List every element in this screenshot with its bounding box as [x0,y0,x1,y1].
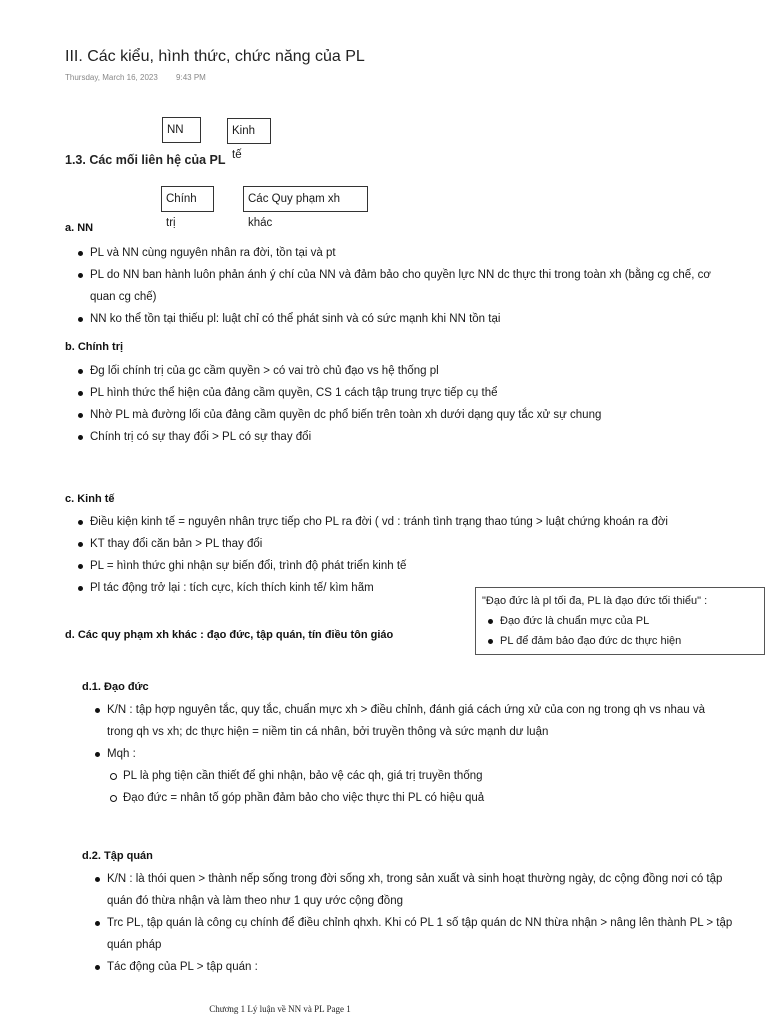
box-quy-pham: Các Quy phạm xh khác [243,186,368,212]
section-a-list [65,242,725,330]
quote-title: "Đạo đức là pl tối đa, PL là đạo đức tối thiểu" : [482,595,708,607]
quote-item: PL để đảm bảo đạo đức dc thực hiện [482,631,758,651]
page-timestamp [65,73,206,82]
section-d1 [82,681,732,809]
section-d1-heading: d.1. Đạo đức [82,681,149,693]
section-c-heading: c. Kinh tế [65,493,115,505]
section-b-heading: b. Chính trị [65,341,124,353]
list-item: Trc PL, tập quán là công cụ chính để điều chỉnh qhxh. Khi có PL 1 số tập quán dc NN thừa nhận > nâng lên thành PL > tập quán pháp [82,912,738,956]
list-item: PL và NN cùng nguyên nhân ra đời, tồn tại và pt [65,242,725,264]
heading-1-3: 1.3. Các mối liên hệ của PL [65,153,226,167]
section-b [65,341,725,448]
sub-list-item: PL là phg tiện cần thiết để ghi nhận, bảo vệ các qh, giá trị truyền thống [82,765,732,787]
section-d1-list [82,699,732,809]
list-item: PL hình thức thể hiện của đảng cầm quyền, CS 1 cách tập trung trực tiếp cụ thể [65,382,725,404]
section-b-list [65,360,725,448]
quote-item: Đạo đức là chuẩn mực của PL [482,611,758,631]
box-nn: NN [162,117,201,143]
list-item: KT thay đổi căn bản > PL thay đổi [65,533,745,555]
page-date: Thursday, March 16, 2023 [65,73,158,82]
section-c-list [65,511,745,599]
box-kinh-te: Kinh tế [227,118,271,144]
list-item: Chính trị có sự thay đổi > PL có sự thay đổi [65,426,725,448]
sub-list-item: Đạo đức = nhân tố góp phần đảm bảo cho việc thực thi PL có hiệu quả [82,787,732,809]
list-item: Điều kiện kinh tế = nguyên nhân trực tiếp cho PL ra đời ( vd : tránh tình trạng thao túng > luật chứng khoán ra đời [65,511,745,533]
list-item: K/N : tập hợp nguyên tắc, quy tắc, chuẩn mực xh > điều chỉnh, đánh giá cách ứng xử của con ng trong qh vs nhau và trong qh vs xh; dc thực hiện = niềm tin cá nhân, bởi truyền thông và sức mạnh dư luận [82,699,732,743]
section-a [65,222,725,330]
section-d2-list [82,868,738,978]
list-item: Đg lối chính trị của gc cầm quyền > có vai trò chủ đạo vs hệ thống pl [65,360,725,382]
section-d-heading: d. Các quy phạm xh khác : đạo đức, tập quán, tín điều tôn giáo [65,629,394,641]
section-d2 [82,850,738,978]
section-a-heading: a. NN [65,222,94,234]
list-item: Pl tác động trở lại : tích cực, kích thích kinh tế/ kìm hãm [65,577,745,599]
page-footer: Chương 1 Lý luận về NN và PL Page 1 [209,1004,351,1014]
list-item: Tác động của PL > tập quán : [82,956,738,978]
section-c [65,493,745,599]
list-item: PL do NN ban hành luôn phản ánh ý chí của NN và đảm bảo cho quyền lực NN dc thực thi trong toàn xh (bằng cg chế, cơ quan cg chế) [65,264,725,308]
list-item: Nhờ PL mà đường lối của đảng cầm quyền dc phổ biến trên toàn xh dưới dạng quy tắc xử sự chung [65,404,725,426]
list-item: K/N : là thói quen > thành nếp sống trong đời sống xh, trong sản xuất và sinh hoạt thường ngày, dc cộng đồng nơi có tập quán đó thừa nhận và làm theo như 1 quy ước cộng đồng [82,868,738,912]
quote-box [475,587,765,655]
page-title: III. Các kiểu, hình thức, chức năng của PL [65,48,365,65]
page-time: 9:43 PM [176,73,206,82]
list-item: NN ko thể tồn tại thiếu pl: luật chỉ có thể phát sinh và có sức mạnh khi NN tồn tại [65,308,725,330]
box-chinh-tri: Chính trị [161,186,214,212]
list-item: PL = hình thức ghi nhận sự biến đổi, trình độ phát triển kinh tế [65,555,745,577]
list-item: Mqh : [82,743,732,765]
section-d2-heading: d.2. Tập quán [82,850,153,862]
